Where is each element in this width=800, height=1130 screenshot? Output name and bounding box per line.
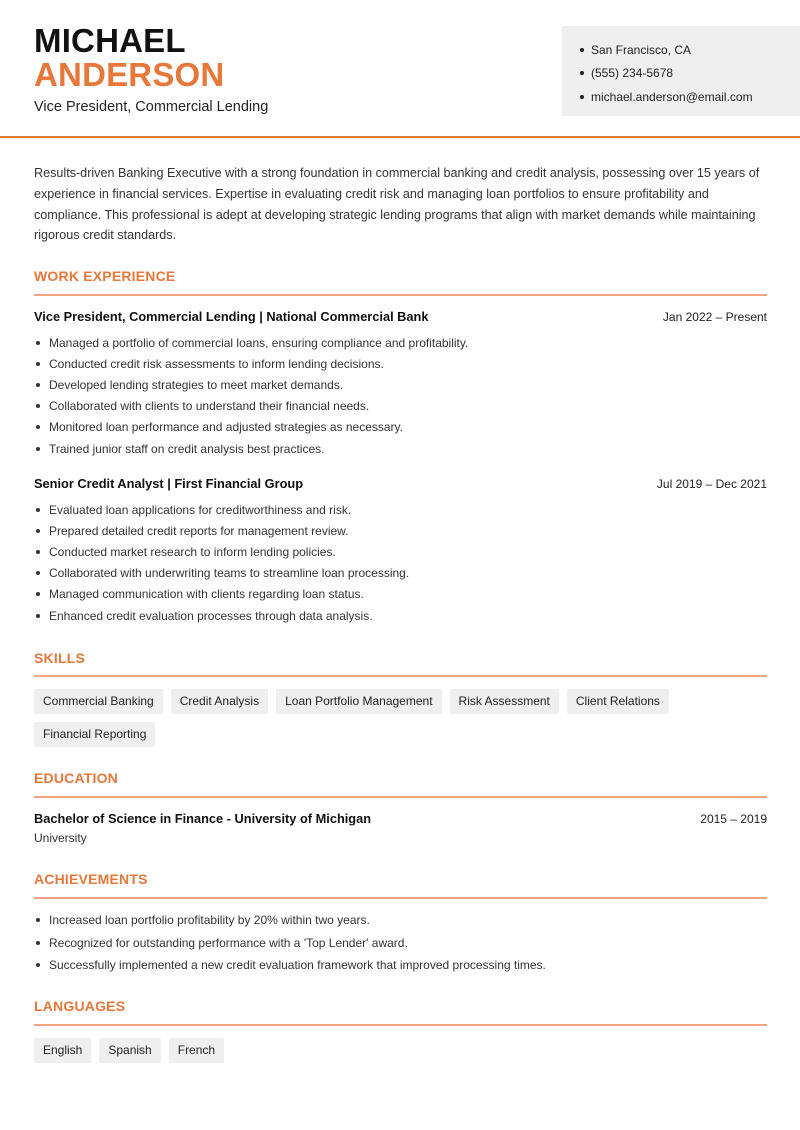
list-item bbox=[34, 332, 767, 353]
bullet-text: Conducted market research to inform lending policies. bbox=[49, 544, 336, 559]
bullet-icon bbox=[36, 550, 40, 554]
bullet-icon bbox=[36, 941, 40, 945]
bullet-text: Trained junior staff on credit analysis best practices. bbox=[49, 441, 325, 456]
job-bullets bbox=[34, 332, 767, 459]
achievement-list bbox=[34, 909, 767, 977]
section-divider bbox=[34, 1024, 767, 1026]
work-experience-heading: WORK EXPERIENCE bbox=[34, 268, 176, 284]
list-item bbox=[34, 605, 767, 626]
skill-chip: Risk Assessment bbox=[450, 689, 559, 714]
list-item bbox=[34, 374, 767, 395]
job-dates: Jul 2019 – Dec 2021 bbox=[656, 476, 767, 491]
section-divider bbox=[34, 897, 767, 899]
list-item bbox=[34, 499, 767, 520]
job-role: Senior Credit Analyst | First Financial Group bbox=[34, 476, 304, 491]
phone-text: (555) 234-5678 bbox=[591, 66, 674, 81]
bullet-icon bbox=[580, 71, 584, 75]
bullet-icon bbox=[580, 48, 584, 52]
achievements-heading: ACHIEVEMENTS bbox=[34, 871, 148, 887]
skills-chip-list bbox=[34, 689, 767, 747]
bullet-icon bbox=[36, 918, 40, 922]
bullet-icon bbox=[36, 383, 40, 387]
skill-chip: Client Relations bbox=[567, 689, 669, 714]
bullet-icon bbox=[36, 404, 40, 408]
education-header bbox=[34, 811, 767, 826]
skills-heading: SKILLS bbox=[34, 650, 85, 666]
list-item bbox=[34, 520, 767, 541]
bullet-text: Enhanced credit evaluation processes through data analysis. bbox=[49, 608, 373, 623]
bullet-text: Managed communication with clients regarding loan status. bbox=[49, 587, 364, 602]
list-item bbox=[34, 584, 767, 605]
job-header bbox=[34, 309, 767, 324]
bullet-icon bbox=[36, 447, 40, 451]
bullet-text: Collaborated with underwriting teams to streamline loan processing. bbox=[49, 566, 410, 581]
language-chip: Spanish bbox=[99, 1038, 160, 1063]
bullet-icon bbox=[36, 963, 40, 967]
summary-paragraph: Results-driven Banking Executive with a strong foundation in commercial banking and credit analysis, possessing over 15 years of experience in financial services. Expertise in evaluating credit risk and managing loan portfolios to ensure profitability and compliance. This professional is adept at developing strategic lending programs that align with market demands while maintaining rigorous credit standards. bbox=[34, 166, 760, 243]
job-bullets bbox=[34, 499, 767, 626]
bullet-text: Prepared detailed credit reports for management review. bbox=[49, 523, 349, 538]
list-item bbox=[34, 954, 767, 977]
contact-location bbox=[580, 38, 800, 62]
bullet-icon bbox=[36, 571, 40, 575]
bullet-icon bbox=[36, 341, 40, 345]
list-item bbox=[34, 396, 767, 417]
email-link[interactable]: michael.anderson@email.com bbox=[591, 89, 753, 104]
resume-header bbox=[0, 0, 800, 138]
institution-type: University bbox=[34, 831, 87, 845]
bullet-icon bbox=[36, 614, 40, 618]
bullet-text: Monitored loan performance and adjusted strategies as necessary. bbox=[49, 420, 403, 435]
bullet-icon bbox=[580, 95, 584, 99]
job-role: Vice President, Commercial Lending | National Commercial Bank bbox=[34, 309, 429, 324]
bullet-text: Successfully implemented a new credit evaluation framework that improved processing times. bbox=[49, 958, 546, 973]
job-dates: Jan 2022 – Present bbox=[662, 309, 767, 324]
contact-box bbox=[562, 26, 800, 116]
last-name: ANDERSON bbox=[34, 56, 225, 93]
bullet-icon bbox=[36, 529, 40, 533]
section-divider bbox=[34, 294, 767, 296]
education-heading: EDUCATION bbox=[34, 770, 118, 786]
skill-chip: Commercial Banking bbox=[34, 689, 163, 714]
bullet-icon bbox=[36, 592, 40, 596]
bullet-text: Evaluated loan applications for creditworthiness and risk. bbox=[49, 502, 352, 517]
job-header bbox=[34, 476, 767, 491]
languages-chip-list bbox=[34, 1038, 767, 1063]
language-chip: French bbox=[169, 1038, 224, 1063]
skill-chip: Loan Portfolio Management bbox=[276, 689, 441, 714]
contact-phone bbox=[580, 62, 800, 86]
list-item bbox=[34, 932, 767, 955]
bullet-text: Recognized for outstanding performance with a 'Top Lender' award. bbox=[49, 935, 408, 950]
bullet-text: Increased loan portfolio profitability by 20% within two years. bbox=[49, 913, 370, 928]
languages-heading: LANGUAGES bbox=[34, 998, 126, 1014]
education-dates: 2015 – 2019 bbox=[700, 811, 767, 826]
section-divider bbox=[34, 675, 767, 677]
list-item bbox=[34, 438, 767, 459]
language-chip: English bbox=[34, 1038, 91, 1063]
location-text: San Francisco, CA bbox=[591, 42, 692, 57]
section-divider bbox=[34, 796, 767, 798]
job-title: Vice President, Commercial Lending bbox=[34, 99, 269, 115]
bullet-text: Conducted credit risk assessments to inform lending decisions. bbox=[49, 356, 384, 371]
degree-title: Bachelor of Science in Finance - University of Michigan bbox=[34, 811, 372, 826]
contact-email bbox=[580, 85, 800, 109]
bullet-icon bbox=[36, 508, 40, 512]
bullet-text: Collaborated with clients to understand their financial needs. bbox=[49, 399, 370, 414]
list-item bbox=[34, 541, 767, 562]
bullet-text: Developed lending strategies to meet market demands. bbox=[49, 377, 344, 392]
list-item bbox=[34, 909, 767, 932]
skill-chip: Credit Analysis bbox=[171, 689, 268, 714]
bullet-icon bbox=[36, 362, 40, 366]
list-item bbox=[34, 563, 767, 584]
skill-chip: Financial Reporting bbox=[34, 722, 155, 747]
bullet-text: Managed a portfolio of commercial loans, ensuring compliance and profitability. bbox=[49, 335, 469, 350]
list-item bbox=[34, 353, 767, 374]
bullet-icon bbox=[36, 425, 40, 429]
list-item bbox=[34, 417, 767, 438]
first-name: MICHAEL bbox=[34, 22, 186, 59]
